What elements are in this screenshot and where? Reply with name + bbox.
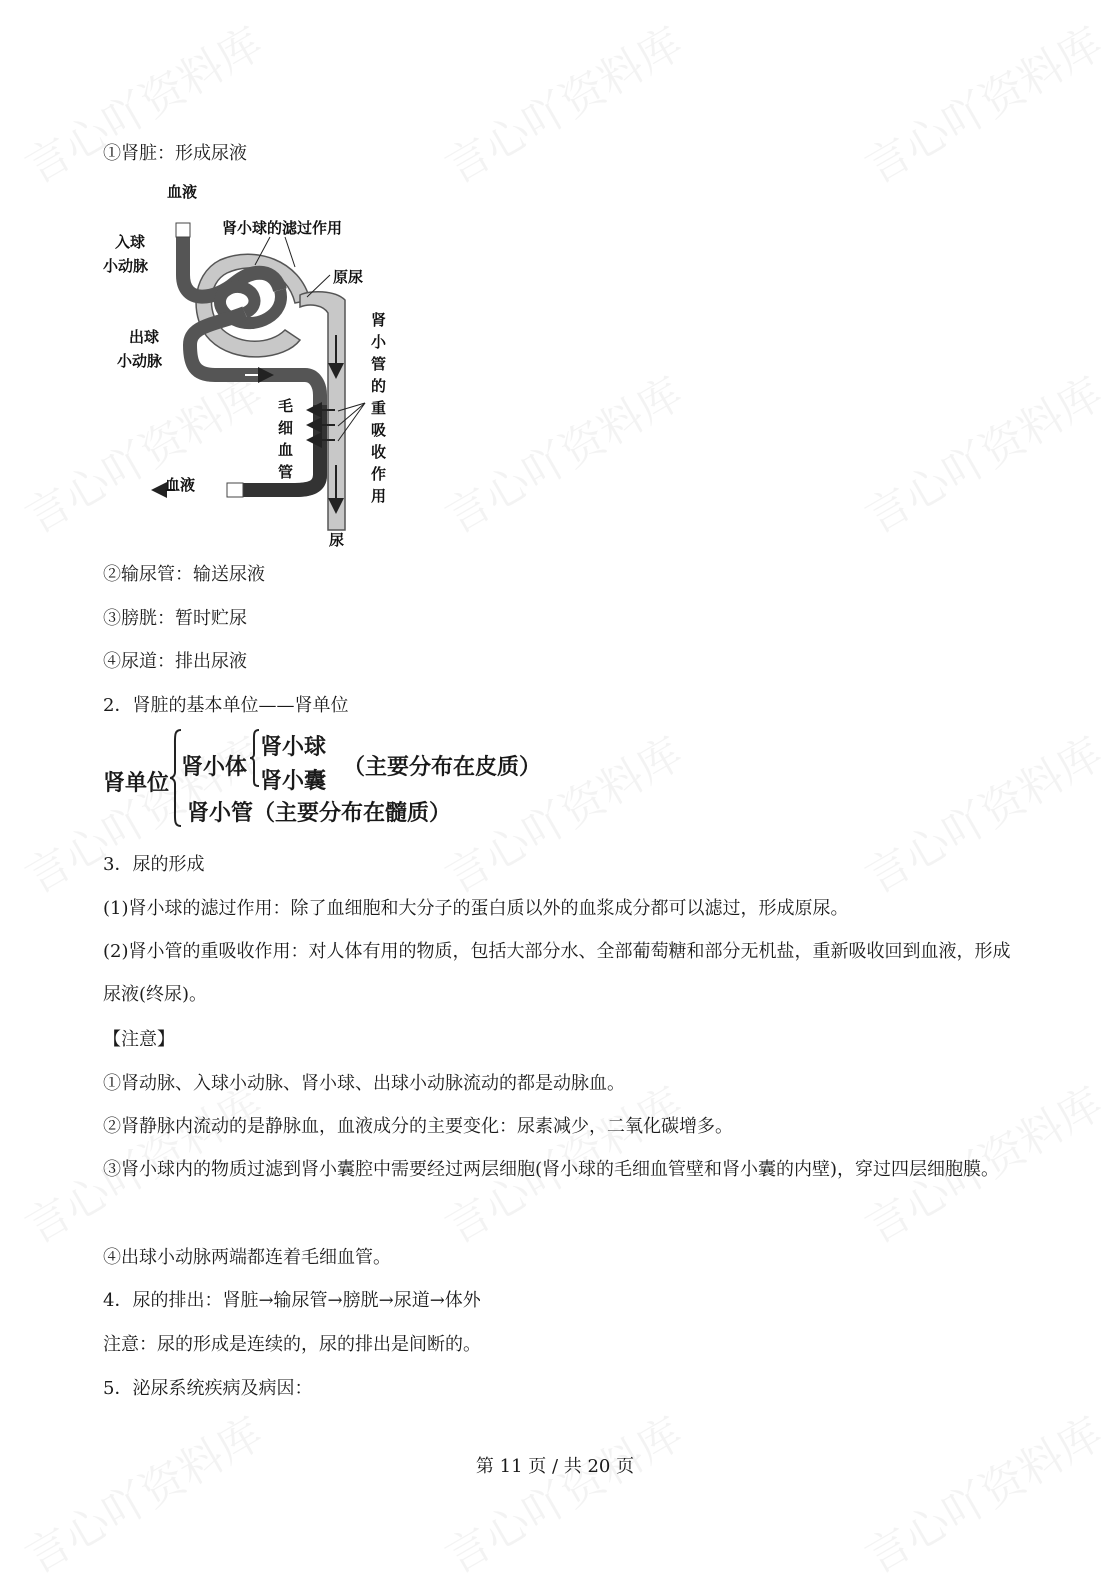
note-2: ②肾静脉内流动的是静脉血，血液成分的主要变化：尿素减少，二氧化碳增多。	[103, 1116, 733, 1137]
section-2-heading: 2．肾脏的基本单位——肾单位	[103, 695, 349, 716]
watermark	[12, 8, 273, 195]
watermark	[852, 358, 1110, 545]
label-blood-in: 血液	[167, 183, 198, 201]
section-4-heading: 4．尿的排出：肾脏→输尿管→膀胱→尿道→体外	[103, 1290, 481, 1311]
ureter-line: ②输尿管：输送尿液	[103, 564, 265, 585]
page-footer: 第 11 页 / 共 20 页	[475, 1456, 635, 1477]
label-primary-urine: 原尿	[333, 268, 364, 286]
note-3: ③肾小球内的物质过滤到肾小囊腔中需要经过两层细胞(肾小球的毛细血管壁和肾小囊的内壁)，穿过四层细胞膜。	[103, 1159, 1000, 1180]
filtration-paragraph: (1)肾小球的滤过作用：除了血细胞和大分子的蛋白质以外的血浆成分都可以滤过，形成原尿。	[103, 898, 849, 919]
watermark	[852, 8, 1110, 195]
nephron-glomerulus: 肾小球	[260, 735, 327, 760]
nephron-structure	[103, 728, 583, 828]
nephron-root: 肾单位	[103, 771, 170, 796]
label-capillary: 毛细血管	[278, 397, 294, 481]
watermark	[432, 1398, 693, 1585]
label-tubule-reabsorption: 肾小管的重吸收作用	[371, 311, 387, 505]
watermark	[852, 1398, 1110, 1585]
label-efferent-1: 出球	[129, 328, 160, 346]
watermark	[12, 1398, 273, 1585]
watermark	[852, 718, 1110, 905]
label-afferent-2: 小动脉	[103, 257, 149, 275]
label-afferent-1: 入球	[115, 233, 146, 251]
label-filtration: 肾小球的滤过作用	[222, 219, 343, 237]
nephron-corpuscle-note: （主要分布在皮质）	[343, 755, 542, 780]
section-5-heading: 5．泌尿系统疾病及病因：	[103, 1378, 313, 1399]
nephron-corpuscle: 肾小体	[181, 755, 248, 780]
bladder-line: ③膀胱：暂时贮尿	[103, 608, 247, 629]
kidney-line: ①肾脏：形成尿液	[103, 143, 247, 164]
section-3-heading: 3．尿的形成	[103, 854, 205, 875]
watermark	[432, 8, 693, 195]
nephron-capsule: 肾小囊	[260, 769, 327, 794]
urethra-line: ④尿道：排出尿液	[103, 651, 247, 672]
note-heading: 【注意】	[103, 1029, 175, 1050]
label-blood-out: 血液	[165, 476, 196, 494]
note-4: ④出球小动脉两端都连着毛细血管。	[103, 1247, 391, 1268]
nephron-tubule: 肾小管（主要分布在髓质）	[187, 801, 452, 826]
label-efferent-2: 小动脉	[117, 352, 163, 370]
reabsorption-paragraph: (2)肾小管的重吸收作用：对人体有用的物质，包括大部分水、全部葡萄糖和部分无机盐，重新吸收回到血液，形成尿液(终尿)。	[103, 941, 1011, 1005]
section-4-note: 注意：尿的形成是连续的，尿的排出是间断的。	[103, 1334, 481, 1355]
nephron-diagram	[95, 175, 415, 555]
label-urine: 尿	[329, 531, 345, 549]
watermark	[432, 358, 693, 545]
note-1: ①肾动脉、入球小动脉、肾小球、出球小动脉流动的都是动脉血。	[103, 1073, 625, 1094]
